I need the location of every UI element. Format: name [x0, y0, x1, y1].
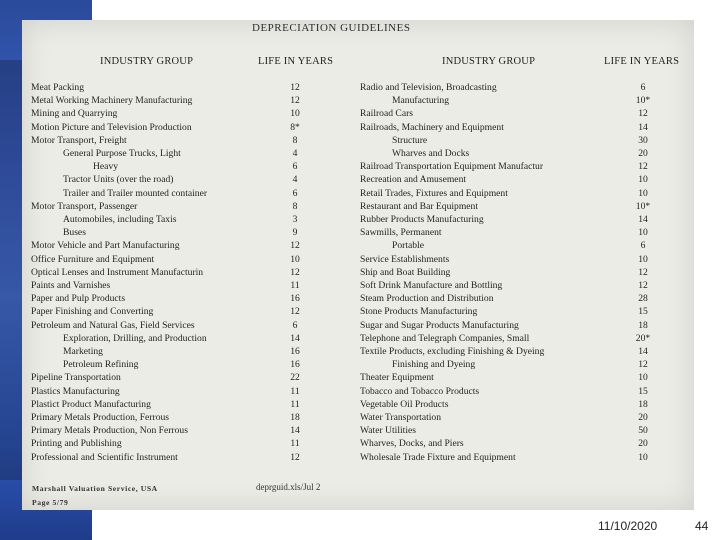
industry-name: Pipeline Transportation — [31, 372, 121, 384]
life-in-years: 50 — [638, 425, 648, 437]
industry-name: Railroads, Machinery and Equipment — [360, 121, 504, 133]
industry-name: Marketing — [63, 346, 103, 357]
industry-name: Radio and Television, Broadcasting — [360, 82, 497, 93]
life-in-years: 12 — [290, 266, 300, 278]
industry-name: Motor Transport, Freight — [31, 134, 127, 146]
industry-name: Paper Finishing and Converting — [31, 306, 154, 318]
life-in-years: 4 — [292, 174, 298, 186]
life-in-years: 28 — [638, 293, 648, 305]
life-in-years: 10 — [638, 227, 648, 239]
life-in-years: 12 — [638, 280, 648, 291]
life-in-years: 10 — [290, 253, 300, 265]
life-in-years: 16 — [290, 293, 300, 305]
life-in-years: 12 — [290, 306, 300, 318]
footer-file: deprguid.xls/Jul 2 — [256, 482, 321, 492]
life-in-years: 8 — [292, 134, 298, 146]
industry-name: Soft Drink Manufacture and Bottling — [360, 280, 503, 291]
industry-name: Printing and Publishing — [31, 438, 122, 450]
industry-name: Finishing and Dyeing — [392, 359, 476, 371]
life-in-years: 10 — [638, 253, 648, 265]
life-in-years: 10* — [635, 95, 651, 107]
industry-name: Mining and Quarrying — [31, 108, 118, 120]
life-in-years: 8 — [292, 200, 298, 212]
industry-name: Tobacco and Tobacco Products — [360, 385, 480, 397]
life-in-years: 4 — [292, 148, 298, 159]
industry-name: Portable — [392, 240, 424, 252]
life-in-years: 30 — [638, 134, 648, 146]
life-in-years: 12 — [290, 95, 300, 107]
industry-name: Meat Packing — [31, 82, 85, 93]
industry-name: Primary Metals Production, Non Ferrous — [31, 425, 188, 437]
industry-name: Retail Trades, Fixtures and Equipment — [360, 187, 508, 199]
industry-name: Professional and Scientific Instrument — [31, 451, 178, 463]
life-in-years: 3 — [292, 214, 298, 225]
life-in-years: 15 — [638, 385, 648, 397]
industry-name: Motor Transport, Passenger — [31, 200, 138, 212]
industry-name: Textile Products, excluding Finishing & Dyeing — [360, 346, 545, 357]
life-in-years: 20 — [638, 148, 648, 159]
industry-name: Wholesale Trade Fixture and Equipment — [360, 451, 516, 463]
scanned-document — [22, 20, 694, 510]
industry-name: Vegetable Oil Products — [360, 398, 449, 410]
life-in-years: 16 — [290, 359, 300, 371]
life-in-years: 18 — [290, 412, 300, 423]
life-in-years: 12 — [290, 451, 300, 463]
industry-name: Primary Metals Production, Ferrous — [31, 412, 170, 423]
life-in-years: 8* — [290, 121, 300, 133]
life-in-years: 6 — [640, 82, 646, 93]
life-in-years: 10 — [638, 187, 648, 199]
industry-name: Wharves, Docks, and Piers — [360, 438, 464, 450]
industry-name: Motion Picture and Television Production — [31, 121, 192, 133]
industry-name: Metal Working Machinery Manufacturing — [31, 95, 193, 107]
industry-name: Plastics Manufacturing — [31, 385, 120, 397]
industry-name: Petroleum and Natural Gas, Field Services — [31, 319, 195, 331]
life-in-years: 11 — [290, 398, 300, 410]
life-in-years: 10 — [638, 451, 648, 463]
life-in-years: 10 — [290, 108, 300, 120]
industry-name: Structure — [392, 134, 428, 146]
industry-name: Manufacturing — [392, 95, 450, 107]
life-in-years: 12 — [638, 161, 648, 173]
industry-name: Sugar and Sugar Products Manufacturing — [360, 319, 519, 331]
industry-name: Heavy — [93, 161, 119, 173]
industry-name: Buses — [63, 227, 86, 239]
industry-name: Motor Vehicle and Part Manufacturing — [31, 240, 180, 252]
life-in-years: 22 — [290, 372, 300, 384]
life-in-years: 18 — [638, 319, 648, 331]
industry-name: Paper and Pulp Products — [31, 293, 126, 305]
life-in-years: 14 — [290, 425, 300, 437]
industry-name: Water Transportation — [360, 412, 442, 423]
life-in-years: 14 — [638, 214, 648, 225]
industry-name: Ship and Boat Building — [360, 266, 451, 278]
life-in-years: 11 — [290, 385, 300, 397]
right-header-group: INDUSTRY GROUP — [442, 56, 536, 67]
life-in-years: 20 — [638, 412, 648, 423]
life-in-years: 11 — [290, 438, 300, 450]
right-header-life: LIFE IN YEARS — [604, 56, 680, 67]
life-in-years: 10 — [638, 372, 648, 384]
industry-name: Office Furniture and Equipment — [31, 253, 155, 265]
life-in-years: 6 — [292, 187, 298, 199]
industry-name: Petroleum Refining — [63, 359, 139, 371]
industry-name: Telephone and Telegraph Companies, Small — [360, 332, 530, 344]
life-in-years: 9 — [292, 227, 298, 239]
footer-source: Marshall Valuation Service, USA — [32, 484, 158, 493]
life-in-years: 20 — [638, 438, 648, 450]
industry-name: Automobiles, including Taxis — [63, 214, 177, 225]
industry-name: Tractor Units (over the road) — [63, 174, 174, 186]
industry-name: Railroad Cars — [360, 108, 414, 120]
life-in-years: 11 — [290, 280, 300, 291]
life-in-years: 15 — [638, 306, 648, 318]
industry-name: Steam Production and Distribution — [360, 293, 494, 305]
industry-name: Railroad Transportation Equipment Manufactur — [360, 161, 544, 173]
industry-name: Wharves and Docks — [392, 148, 470, 159]
slide-page-number: 44 — [695, 519, 709, 533]
industry-name: Plastict Product Manufacturing — [31, 398, 151, 410]
footer-page: Page 5/79 — [32, 498, 69, 507]
industry-name: Optical Lenses and Instrument Manufacturin — [31, 266, 204, 278]
life-in-years: 18 — [638, 398, 648, 410]
life-in-years: 10 — [638, 174, 648, 186]
life-in-years: 14 — [638, 121, 648, 133]
life-in-years: 6 — [640, 240, 646, 252]
industry-name: Water Utilities — [360, 425, 416, 437]
life-in-years: 14 — [290, 332, 300, 344]
industry-name: Restaurant and Bar Equipment — [360, 200, 479, 212]
life-in-years: 12 — [638, 266, 648, 278]
document-title: DEPRECIATION GUIDELINES — [252, 22, 411, 34]
life-in-years: 20* — [635, 332, 651, 344]
life-in-years: 12 — [638, 108, 648, 120]
left-header-life: LIFE IN YEARS — [258, 56, 334, 67]
industry-name: Stone Products Manufacturing — [360, 306, 478, 318]
industry-name: Rubber Products Manufacturing — [360, 214, 484, 225]
slide-date: 11/10/2020 — [598, 519, 658, 533]
industry-name: Theater Equipment — [360, 372, 434, 384]
industry-name: Service Establishments — [360, 253, 450, 265]
industry-name: Recreation and Amusement — [360, 174, 467, 186]
industry-name: Sawmills, Permanent — [360, 227, 442, 239]
industry-name: Paints and Varnishes — [31, 280, 111, 291]
industry-name: Exploration, Drilling, and Production — [63, 332, 207, 344]
life-in-years: 10* — [635, 200, 651, 212]
life-in-years: 16 — [290, 346, 300, 357]
life-in-years: 12 — [290, 240, 300, 252]
industry-name: Trailer and Trailer mounted container — [63, 187, 208, 199]
life-in-years: 12 — [638, 359, 648, 371]
left-header-group: INDUSTRY GROUP — [100, 56, 194, 67]
life-in-years: 12 — [290, 82, 300, 93]
life-in-years: 6 — [292, 161, 298, 173]
life-in-years: 14 — [638, 346, 648, 357]
industry-name: General Purpose Trucks, Light — [63, 148, 181, 159]
life-in-years: 6 — [292, 319, 298, 331]
